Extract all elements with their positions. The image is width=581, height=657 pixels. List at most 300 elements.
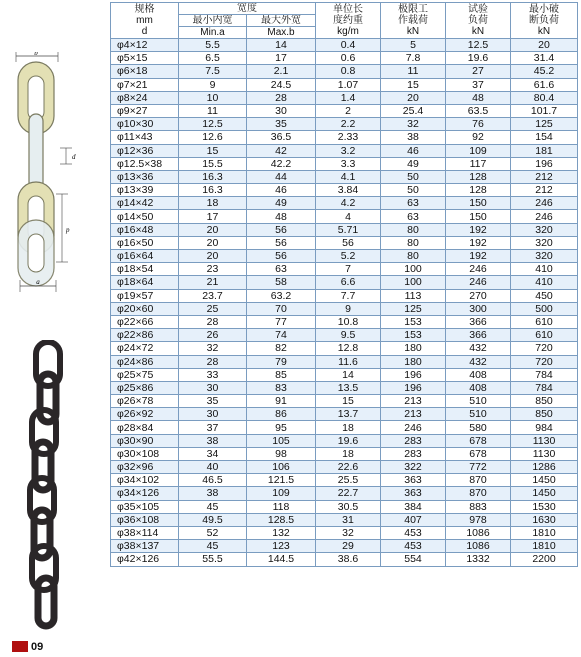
table-cell: 4.2: [316, 197, 381, 210]
table-cell: 46.5: [179, 474, 247, 487]
cell-spec: φ38×114: [111, 526, 179, 539]
table-cell: 50: [381, 184, 446, 197]
table-cell: 246: [446, 276, 511, 289]
table-cell: 363: [381, 487, 446, 500]
cell-spec: φ28×84: [111, 421, 179, 434]
table-cell: 42: [247, 144, 316, 157]
table-cell: 38.6: [316, 553, 381, 566]
table-cell: 150: [446, 197, 511, 210]
table-cell: 40: [179, 461, 247, 474]
table-row: [111, 223, 578, 236]
cell-spec: φ16×48: [111, 223, 179, 236]
table-row: [111, 487, 578, 500]
table-cell: 80: [381, 250, 446, 263]
table-cell: 784: [511, 368, 578, 381]
table-cell: 366: [446, 315, 511, 328]
table-cell: 26: [179, 329, 247, 342]
table-cell: 31: [316, 513, 381, 526]
table-row: [111, 65, 578, 78]
table-cell: 109: [446, 144, 511, 157]
table-cell: 1130: [511, 434, 578, 447]
table-cell: 77: [247, 315, 316, 328]
table-cell: 22.7: [316, 487, 381, 500]
dim-label-p: p: [66, 226, 70, 234]
table-cell: 80: [381, 236, 446, 249]
table-cell: 12.8: [316, 342, 381, 355]
table-cell: 100: [381, 263, 446, 276]
table-cell: 49: [381, 157, 446, 170]
cell-spec: φ10×30: [111, 118, 179, 131]
table-cell: 212: [511, 184, 578, 197]
table-cell: 50: [381, 170, 446, 183]
table-cell: 16.3: [179, 170, 247, 183]
cell-spec: φ14×42: [111, 197, 179, 210]
table-cell: 14: [247, 39, 316, 52]
header-width-min-en: Min.a: [179, 27, 247, 39]
table-cell: 196: [511, 157, 578, 170]
cell-spec: φ11×43: [111, 131, 179, 144]
cell-spec: φ13×39: [111, 184, 179, 197]
table-cell: 320: [511, 223, 578, 236]
table-cell: 56: [247, 250, 316, 263]
table-row: [111, 540, 578, 553]
cell-spec: φ18×54: [111, 263, 179, 276]
cell-spec: φ25×75: [111, 368, 179, 381]
table-cell: 106: [247, 461, 316, 474]
table-cell: 1332: [446, 553, 511, 566]
table-row: [111, 91, 578, 104]
table-row: [111, 276, 578, 289]
table-cell: 35: [179, 395, 247, 408]
table-cell: 13.5: [316, 381, 381, 394]
cell-spec: φ20×60: [111, 302, 179, 315]
table-cell: 38: [179, 487, 247, 500]
table-cell: 2.33: [316, 131, 381, 144]
table-cell: 12.5: [179, 118, 247, 131]
table-cell: 5: [381, 39, 446, 52]
page-number: [12, 640, 43, 653]
cell-spec: φ12×36: [111, 144, 179, 157]
table-row: [111, 500, 578, 513]
cell-spec: φ34×126: [111, 487, 179, 500]
table-cell: 31.4: [511, 52, 578, 65]
table-cell: 56: [316, 236, 381, 249]
cell-spec: φ42×126: [111, 553, 179, 566]
table-cell: 25: [179, 302, 247, 315]
table-row: [111, 474, 578, 487]
table-cell: 2.1: [247, 65, 316, 78]
table-cell: 213: [381, 395, 446, 408]
table-cell: 4.1: [316, 170, 381, 183]
table-cell: 1810: [511, 526, 578, 539]
cell-spec: φ30×90: [111, 434, 179, 447]
table-cell: 181: [511, 144, 578, 157]
table-cell: 1810: [511, 540, 578, 553]
page-marker-square: [12, 641, 28, 652]
table-header: [111, 3, 578, 39]
table-cell: 196: [381, 381, 446, 394]
cell-spec: φ19×57: [111, 289, 179, 302]
table-cell: 5.5: [179, 39, 247, 52]
table-row: [111, 289, 578, 302]
table-cell: 1530: [511, 500, 578, 513]
table-cell: 49: [247, 197, 316, 210]
table-cell: 132: [247, 526, 316, 539]
table-cell: 14: [316, 368, 381, 381]
table-cell: 9.5: [316, 329, 381, 342]
table-row: [111, 421, 578, 434]
table-cell: 2.2: [316, 118, 381, 131]
table-cell: 450: [511, 289, 578, 302]
table-cell: 128: [446, 184, 511, 197]
table-cell: 28: [179, 315, 247, 328]
table-cell: 678: [446, 434, 511, 447]
cell-spec: φ16×64: [111, 250, 179, 263]
table-cell: 2200: [511, 553, 578, 566]
table-row: [111, 131, 578, 144]
table-cell: 772: [446, 461, 511, 474]
table-cell: 27: [446, 65, 511, 78]
table-row: [111, 526, 578, 539]
cell-spec: φ25×86: [111, 381, 179, 394]
table-row: [111, 513, 578, 526]
table-cell: 11.6: [316, 355, 381, 368]
table-row: [111, 52, 578, 65]
table-cell: 453: [381, 526, 446, 539]
table-cell: 15.5: [179, 157, 247, 170]
table-cell: 20: [179, 236, 247, 249]
table-cell: 7: [316, 263, 381, 276]
cell-spec: φ13×36: [111, 170, 179, 183]
header-width-max-cn: 最大外宽: [247, 15, 316, 27]
table-cell: 29: [316, 540, 381, 553]
table-row: [111, 461, 578, 474]
table-cell: 63.2: [247, 289, 316, 302]
table-cell: 1.07: [316, 78, 381, 91]
table-cell: 30.5: [316, 500, 381, 513]
table-cell: 978: [446, 513, 511, 526]
table-cell: 320: [511, 250, 578, 263]
table-cell: 12.5: [446, 39, 511, 52]
table-cell: 150: [446, 210, 511, 223]
table-cell: 123: [247, 540, 316, 553]
cell-spec: φ34×102: [111, 474, 179, 487]
table-cell: 144.5: [247, 553, 316, 566]
table-cell: 25.4: [381, 104, 446, 117]
table-cell: 105: [247, 434, 316, 447]
chain-spec-table: [110, 2, 578, 567]
header-working-load: 极限工 作载荷 kN: [381, 3, 446, 39]
table-cell: 80.4: [511, 91, 578, 104]
cell-spec: φ6×18: [111, 65, 179, 78]
table-cell: 33: [179, 368, 247, 381]
table-cell: 180: [381, 342, 446, 355]
table-row: [111, 553, 578, 566]
table-row: [111, 395, 578, 408]
table-cell: 784: [511, 381, 578, 394]
table-cell: 7.5: [179, 65, 247, 78]
table-cell: 300: [446, 302, 511, 315]
table-cell: 45: [179, 500, 247, 513]
table-cell: 580: [446, 421, 511, 434]
table-cell: 1086: [446, 540, 511, 553]
table-cell: 25.5: [316, 474, 381, 487]
table-cell: 212: [511, 170, 578, 183]
table-row: [111, 210, 578, 223]
table-cell: 1286: [511, 461, 578, 474]
cell-spec: φ24×72: [111, 342, 179, 355]
table-cell: 80: [381, 223, 446, 236]
table-cell: 128: [446, 170, 511, 183]
table-cell: 11: [381, 65, 446, 78]
table-cell: 83: [247, 381, 316, 394]
table-cell: 95: [247, 421, 316, 434]
table-cell: 30: [179, 408, 247, 421]
table-cell: 5.71: [316, 223, 381, 236]
cell-spec: φ8×24: [111, 91, 179, 104]
table-cell: 20: [381, 91, 446, 104]
table-cell: 113: [381, 289, 446, 302]
table-cell: 3.2: [316, 144, 381, 157]
table-cell: 153: [381, 315, 446, 328]
table-cell: 121.5: [247, 474, 316, 487]
table-cell: 9: [316, 302, 381, 315]
table-cell: 322: [381, 461, 446, 474]
table-cell: 720: [511, 342, 578, 355]
cell-spec: φ4×12: [111, 39, 179, 52]
table-cell: 320: [511, 236, 578, 249]
table-cell: 5.2: [316, 250, 381, 263]
table-cell: 37: [446, 78, 511, 91]
table-cell: 870: [446, 487, 511, 500]
table-cell: 63: [381, 210, 446, 223]
table-cell: 117: [446, 157, 511, 170]
cell-spec: φ32×96: [111, 461, 179, 474]
cell-spec: φ5×15: [111, 52, 179, 65]
table-cell: 678: [446, 447, 511, 460]
table-cell: 30: [179, 381, 247, 394]
table-cell: 500: [511, 302, 578, 315]
table-cell: 7.8: [381, 52, 446, 65]
table-cell: 125: [381, 302, 446, 315]
table-cell: 55.5: [179, 553, 247, 566]
table-cell: 48: [247, 210, 316, 223]
table-cell: 48: [446, 91, 511, 104]
table-cell: 0.8: [316, 65, 381, 78]
table-cell: 246: [446, 263, 511, 276]
header-width-group: 宽度: [179, 3, 316, 15]
page-number-text: 09: [31, 640, 44, 653]
table-row: [111, 104, 578, 117]
dim-label-d: d: [72, 153, 76, 161]
table-cell: 74: [247, 329, 316, 342]
table-cell: 86: [247, 408, 316, 421]
table-cell: 36.5: [247, 131, 316, 144]
table-cell: 410: [511, 276, 578, 289]
table-cell: 109: [247, 487, 316, 500]
table-cell: 4: [316, 210, 381, 223]
chain-link-diagram: [0, 52, 100, 292]
table-cell: 20: [179, 223, 247, 236]
table-cell: 366: [446, 329, 511, 342]
table-cell: 1450: [511, 474, 578, 487]
table-cell: 554: [381, 553, 446, 566]
header-proof-load: 试验 负荷 kN: [446, 3, 511, 39]
table-cell: 7.7: [316, 289, 381, 302]
table-cell: 58: [247, 276, 316, 289]
table-row: [111, 197, 578, 210]
table-cell: 34: [179, 447, 247, 460]
table-cell: 432: [446, 355, 511, 368]
table-cell: 192: [446, 236, 511, 249]
table-row: [111, 447, 578, 460]
table-cell: 15: [316, 395, 381, 408]
cell-spec: φ30×108: [111, 447, 179, 460]
table-cell: 363: [381, 474, 446, 487]
header-weight: 单位长 度约重 kg/m: [316, 3, 381, 39]
table-cell: 510: [446, 395, 511, 408]
cell-spec: φ26×92: [111, 408, 179, 421]
table-cell: 3.84: [316, 184, 381, 197]
table-cell: 63: [247, 263, 316, 276]
table-cell: 19.6: [316, 434, 381, 447]
chain-photo: [18, 340, 78, 640]
table-cell: 18: [316, 421, 381, 434]
table-cell: 22.6: [316, 461, 381, 474]
table-cell: 44: [247, 170, 316, 183]
table-cell: 2: [316, 104, 381, 117]
table-cell: 18: [179, 197, 247, 210]
table-cell: 100: [381, 276, 446, 289]
table-cell: 1130: [511, 447, 578, 460]
table-cell: 30: [247, 104, 316, 117]
table-cell: 1450: [511, 487, 578, 500]
table-cell: 85: [247, 368, 316, 381]
header-spec: 规格 mm d: [111, 3, 179, 39]
table-cell: 35: [247, 118, 316, 131]
table-cell: 720: [511, 355, 578, 368]
table-cell: 213: [381, 408, 446, 421]
table-row: [111, 144, 578, 157]
table-row: [111, 434, 578, 447]
table-row: [111, 236, 578, 249]
table-cell: 6.6: [316, 276, 381, 289]
table-cell: 192: [446, 223, 511, 236]
dim-label-b: b: [34, 52, 38, 57]
table-cell: 408: [446, 368, 511, 381]
header-width-max-en: Max.b: [247, 27, 316, 39]
table-cell: 38: [179, 434, 247, 447]
table-cell: 38: [381, 131, 446, 144]
table-cell: 20: [511, 39, 578, 52]
table-cell: 283: [381, 434, 446, 447]
table-cell: 246: [511, 197, 578, 210]
table-cell: 101.7: [511, 104, 578, 117]
table-cell: 10.8: [316, 315, 381, 328]
table-cell: 61.6: [511, 78, 578, 91]
table-row: [111, 342, 578, 355]
table-cell: 91: [247, 395, 316, 408]
table-cell: 408: [446, 381, 511, 394]
table-row: [111, 184, 578, 197]
header-breaking-load: 最小破 断负荷 kN: [511, 3, 578, 39]
table-cell: 17: [179, 210, 247, 223]
table-row: [111, 263, 578, 276]
table-cell: 246: [381, 421, 446, 434]
table-cell: 21: [179, 276, 247, 289]
table-cell: 610: [511, 315, 578, 328]
cell-spec: φ38×137: [111, 540, 179, 553]
table-cell: 1630: [511, 513, 578, 526]
table-cell: 20: [179, 250, 247, 263]
table-cell: 56: [247, 223, 316, 236]
table-row: [111, 315, 578, 328]
table-cell: 79: [247, 355, 316, 368]
cell-spec: φ9×27: [111, 104, 179, 117]
table-cell: 49.5: [179, 513, 247, 526]
table-cell: 63.5: [446, 104, 511, 117]
table-cell: 3.3: [316, 157, 381, 170]
table-row: [111, 368, 578, 381]
table-cell: 883: [446, 500, 511, 513]
table-row: [111, 78, 578, 91]
table-cell: 270: [446, 289, 511, 302]
table-cell: 0.6: [316, 52, 381, 65]
table-cell: 850: [511, 408, 578, 421]
table-cell: 32: [179, 342, 247, 355]
cell-spec: φ7×21: [111, 78, 179, 91]
table-cell: 92: [446, 131, 511, 144]
table-row: [111, 408, 578, 421]
table-cell: 0.4: [316, 39, 381, 52]
table-cell: 196: [381, 368, 446, 381]
table-cell: 70: [247, 302, 316, 315]
cell-spec: φ22×66: [111, 315, 179, 328]
table-cell: 45.2: [511, 65, 578, 78]
cell-spec: φ14×50: [111, 210, 179, 223]
table-cell: 118: [247, 500, 316, 513]
table-cell: 24.5: [247, 78, 316, 91]
table-cell: 37: [179, 421, 247, 434]
table-row: [111, 329, 578, 342]
table-cell: 10: [179, 91, 247, 104]
table-body: [111, 39, 578, 567]
table-cell: 9: [179, 78, 247, 91]
table-cell: 28: [247, 91, 316, 104]
table-cell: 180: [381, 355, 446, 368]
table-cell: 98: [247, 447, 316, 460]
table-cell: 32: [316, 526, 381, 539]
table-cell: 18: [316, 447, 381, 460]
header-width-min-cn: 最小内宽: [179, 15, 247, 27]
table-cell: 23: [179, 263, 247, 276]
table-cell: 56: [247, 236, 316, 249]
table-cell: 283: [381, 447, 446, 460]
table-cell: 610: [511, 329, 578, 342]
table-cell: 17: [247, 52, 316, 65]
table-row: [111, 39, 578, 52]
table-cell: 46: [247, 184, 316, 197]
table-cell: 13.7: [316, 408, 381, 421]
table-row: [111, 250, 578, 263]
table-cell: 154: [511, 131, 578, 144]
table-cell: 432: [446, 342, 511, 355]
table-cell: 82: [247, 342, 316, 355]
table-row: [111, 170, 578, 183]
table-row: [111, 118, 578, 131]
table-cell: 246: [511, 210, 578, 223]
photo-link-8: [38, 578, 54, 626]
